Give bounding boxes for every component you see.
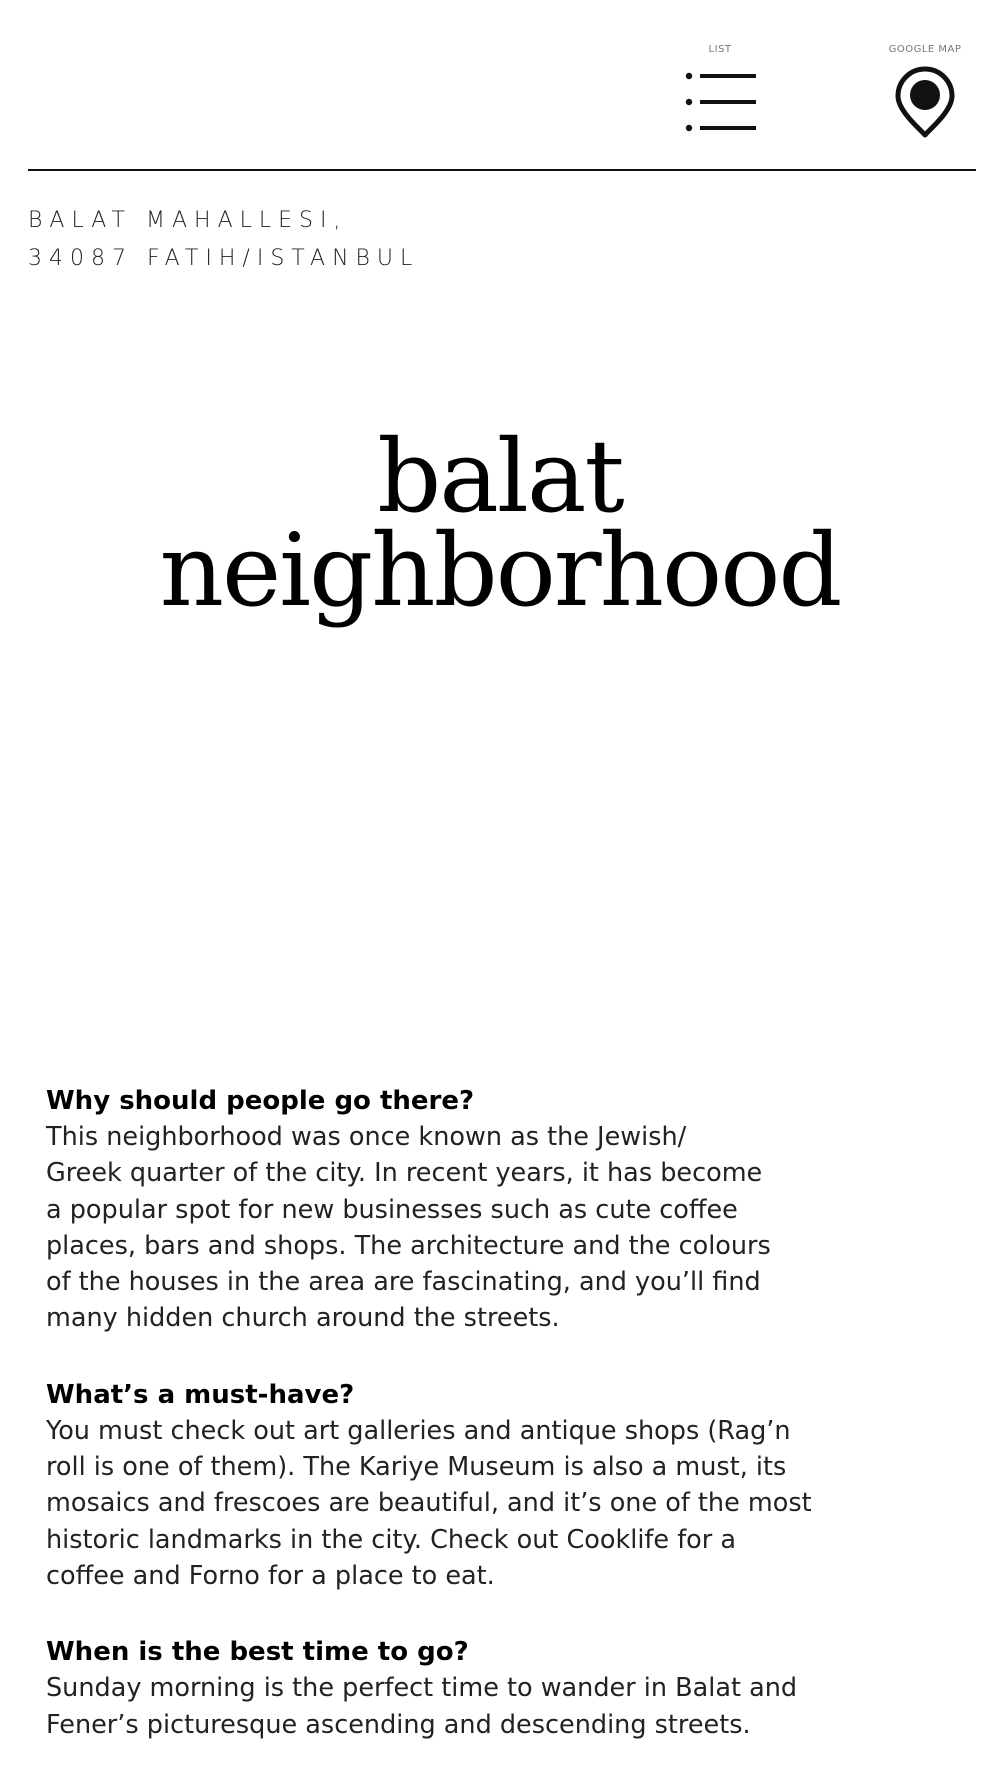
section-question: Why should people go there? (46, 1086, 475, 1116)
answer-line: mosaics and frescoes are beautiful, and it’s one of the most (46, 1488, 812, 1519)
top-nav (0, 0, 1000, 170)
answer-line: coffee and Forno for a place to eat. (46, 1560, 495, 1591)
address-line-2: 34087 FATIH/ISTANBUL (28, 246, 420, 271)
address-block (28, 202, 419, 278)
article-content (46, 1083, 826, 1783)
section-question: What’s a must-have? (46, 1379, 355, 1410)
title-line-1: balat (377, 418, 623, 535)
answer-line: a popular spot for new businesses such as cute coffee (46, 1194, 738, 1225)
google-map-nav-label: GOOGLE MAP (888, 44, 962, 55)
answer-line: Sunday morning is the perfect time to wander in Balat and (46, 1673, 798, 1704)
answer-line: historic landmarks in the city. Check out Cooklife for a (46, 1524, 736, 1555)
faq-section (46, 1377, 826, 1594)
answer-line: of the houses in the area are fascinating, and you’ll find (46, 1267, 761, 1298)
faq-section (46, 1634, 826, 1743)
answer-line: Greek quarter of the city. In recent years, it has become (46, 1158, 763, 1189)
section-answer (46, 1119, 826, 1337)
answer-line: This neighborhood was once known as the Jewish/ (46, 1122, 687, 1152)
address-line-1: BALAT MAHALLESI, (28, 208, 348, 233)
answer-line: You must check out art galleries and antique shops (Rag’n (46, 1415, 791, 1446)
google-map-nav-button[interactable] (865, 44, 985, 138)
faq-section (46, 1083, 826, 1337)
map-pin-icon (894, 66, 956, 138)
list-nav-button[interactable] (670, 44, 770, 136)
section-answer (46, 1413, 826, 1594)
list-icon (684, 66, 756, 136)
answer-line: places, bars and shops. The architecture and the colours (46, 1230, 771, 1261)
header-divider (28, 169, 976, 171)
answer-line: roll is one of them). The Kariye Museum is also a must, its (46, 1452, 787, 1483)
section-answer (46, 1670, 826, 1743)
list-nav-label: LIST (708, 44, 732, 55)
section-question: When is the best time to go? (46, 1637, 469, 1668)
title-line-2: neighborhood (159, 512, 841, 629)
answer-line: Fener’s picturesque ascending and descending streets. (46, 1709, 751, 1740)
page-title (0, 418, 1000, 629)
answer-line: many hidden church around the streets. (46, 1303, 560, 1334)
